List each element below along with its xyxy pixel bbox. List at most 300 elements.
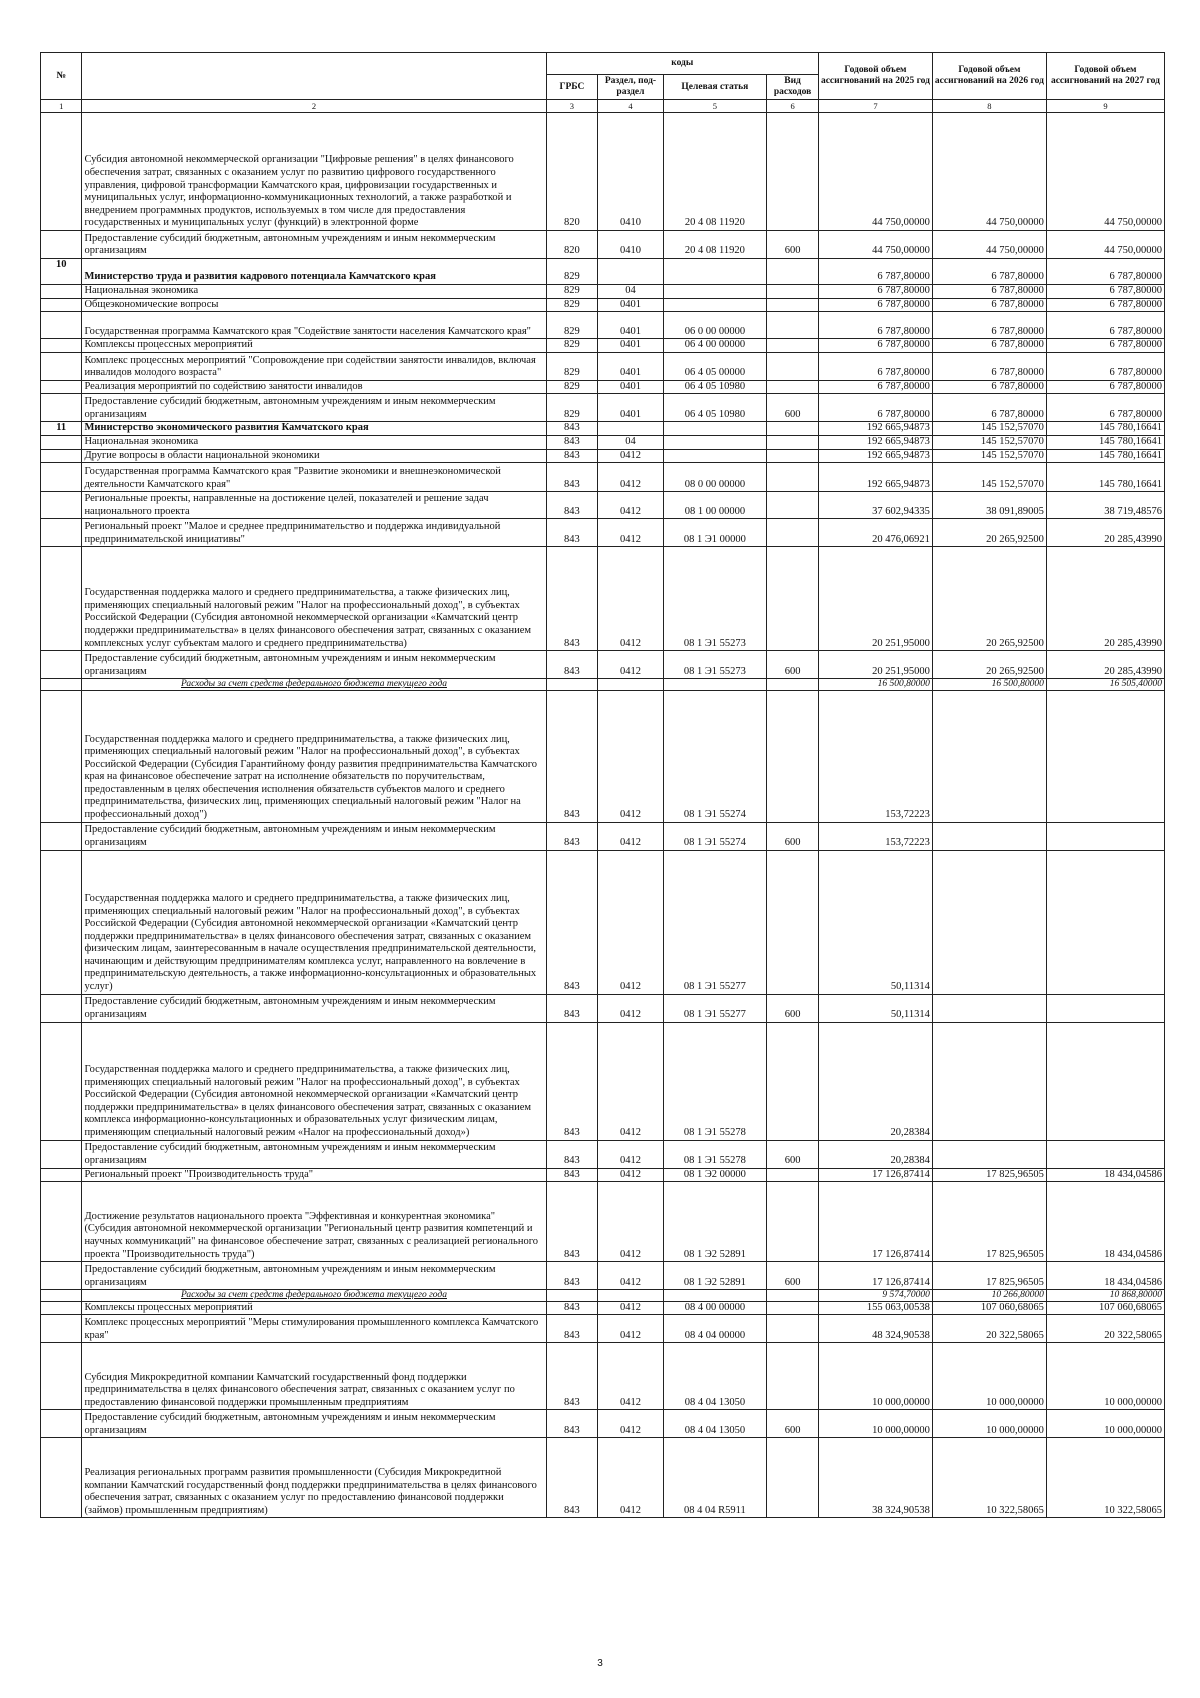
row-kind [767, 1438, 819, 1518]
budget-table [40, 52, 1165, 1518]
row-amount-2026: 6 787,80000 [932, 380, 1046, 394]
row-grbs: 843 [546, 994, 598, 1022]
row-grbs: 843 [546, 1140, 598, 1168]
row-number [41, 651, 82, 679]
row-name: Предоставление субсидий бюджетным, автономным учреждениям и иным некоммерческим организациям [82, 822, 546, 850]
row-number [41, 380, 82, 394]
row-number [41, 1410, 82, 1438]
row-amount-2027: 6 787,80000 [1046, 259, 1164, 285]
row-kind [767, 1022, 819, 1140]
row-section: 04 [598, 435, 663, 449]
row-number [41, 435, 82, 449]
row-kind [767, 1168, 819, 1182]
table-row [41, 547, 1165, 651]
row-target: 08 1 Э1 55278 [663, 1140, 767, 1168]
row-amount-2026: 6 787,80000 [932, 259, 1046, 285]
row-number [41, 1262, 82, 1290]
row-amount-2026: 6 787,80000 [932, 394, 1046, 422]
row-amount-2025: 6 787,80000 [818, 298, 932, 312]
row-amount-2026: 10 000,00000 [932, 1343, 1046, 1410]
row-name: Государственная поддержка малого и среднего предпринимательства, а также физических лиц, применяющих специальный налоговый режим "Налог на профессиональный доход", в субъектах Российской Федерации (Субсидия автономной некоммерческой организации «Камчатский центр поддержки предпринимательства» в целях финансового обеспечения затрат, связанных с оказанием комплекса информационно-консультационных и образовательных услуг физическим лицам, применяющим специальный налоговый режим «Налог на профессиональный доход») [82, 1022, 546, 1140]
row-amount-2025: 9 574,70000 [818, 1290, 932, 1302]
row-name: Комплексы процессных мероприятий [82, 339, 546, 353]
row-number [41, 231, 82, 259]
row-amount-2027: 6 787,80000 [1046, 339, 1164, 353]
row-grbs: 829 [546, 394, 598, 422]
row-amount-2026: 6 787,80000 [932, 339, 1046, 353]
row-number [41, 822, 82, 850]
row-name: Предоставление субсидий бюджетным, автономным учреждениям и иным некоммерческим организациям [82, 1262, 546, 1290]
row-number [41, 113, 82, 231]
row-amount-2025: 6 787,80000 [818, 380, 932, 394]
row-target: 06 4 05 00000 [663, 352, 767, 380]
row-amount-2027: 6 787,80000 [1046, 298, 1164, 312]
row-target: 08 1 Э1 55278 [663, 1022, 767, 1140]
row-name: Достижение результатов национального проекта "Эффективная и конкурентная экономика" (Субсидия автономной некоммерческой организации "Региональный центр развития компетенций и научных коммуникаций" на финансовое обеспечение затрат, связанных с реализацией регионального проекта "Производительность труда") [82, 1182, 546, 1262]
row-name: Государственная поддержка малого и среднего предпринимательства, а также физических лиц, применяющих специальный налоговый режим "Налог на профессиональный доход", в субъектах Российской Федерации (Субсидия автономной некоммерческой организации «Камчатский центр поддержки предпринимательства» в целях финансового обеспечения затрат, связанных с оказанием комплексных услуг субъектам малого и среднего предпринимательства) [82, 547, 546, 651]
table-row [41, 1168, 1165, 1182]
row-amount-2026 [932, 822, 1046, 850]
row-section: 0412 [598, 1315, 663, 1343]
row-number [41, 519, 82, 547]
row-name: Предоставление субсидий бюджетным, автономным учреждениям и иным некоммерческим организациям [82, 231, 546, 259]
row-grbs: 843 [546, 422, 598, 436]
colnum: 2 [82, 100, 546, 113]
row-section: 0412 [598, 1301, 663, 1315]
row-grbs: 843 [546, 463, 598, 492]
row-amount-2025: 17 126,87414 [818, 1262, 932, 1290]
row-amount-2025: 192 665,94873 [818, 463, 932, 492]
row-grbs: 843 [546, 1301, 598, 1315]
header-num: № [41, 53, 82, 100]
row-grbs: 843 [546, 651, 598, 679]
row-amount-2027: 20 285,43990 [1046, 519, 1164, 547]
row-amount-2026: 17 825,96505 [932, 1262, 1046, 1290]
row-amount-2026: 6 787,80000 [932, 312, 1046, 339]
row-kind [767, 339, 819, 353]
row-kind [767, 850, 819, 994]
row-section [598, 1290, 663, 1302]
row-amount-2026 [932, 1140, 1046, 1168]
row-number [41, 1315, 82, 1343]
row-target: 08 0 00 00000 [663, 463, 767, 492]
row-grbs: 843 [546, 547, 598, 651]
row-amount-2025: 10 000,00000 [818, 1410, 932, 1438]
row-amount-2026: 20 322,58065 [932, 1315, 1046, 1343]
row-target [663, 449, 767, 463]
row-number [41, 850, 82, 994]
row-grbs: 843 [546, 1168, 598, 1182]
row-amount-2027: 6 787,80000 [1046, 285, 1164, 299]
row-amount-2027: 20 285,43990 [1046, 547, 1164, 651]
row-grbs: 820 [546, 231, 598, 259]
row-amount-2026: 17 825,96505 [932, 1168, 1046, 1182]
row-section: 04 [598, 285, 663, 299]
row-target: 08 4 04 13050 [663, 1410, 767, 1438]
row-amount-2026: 145 152,57070 [932, 435, 1046, 449]
row-target: 06 4 05 10980 [663, 380, 767, 394]
row-section: 0412 [598, 1438, 663, 1518]
header-codes: коды [546, 53, 818, 75]
row-target: 08 1 Э1 55273 [663, 547, 767, 651]
row-name: Региональный проект "Производительность труда" [82, 1168, 546, 1182]
row-amount-2025: 10 000,00000 [818, 1343, 932, 1410]
row-grbs [546, 679, 598, 691]
header-kind: Вид расходов [767, 75, 819, 100]
table-row [41, 1022, 1165, 1140]
row-amount-2025: 192 665,94873 [818, 435, 932, 449]
row-amount-2025: 44 750,00000 [818, 231, 932, 259]
row-amount-2027: 6 787,80000 [1046, 352, 1164, 380]
row-name: Национальная экономика [82, 285, 546, 299]
colnum: 6 [767, 100, 819, 113]
row-number [41, 1168, 82, 1182]
row-grbs: 843 [546, 519, 598, 547]
table-row [41, 1262, 1165, 1290]
row-kind [767, 1290, 819, 1302]
row-section: 0412 [598, 1343, 663, 1410]
federal-funds-row [41, 679, 1165, 691]
row-target: 08 4 04 00000 [663, 1315, 767, 1343]
row-amount-2027: 10 322,58065 [1046, 1438, 1164, 1518]
row-name: Предоставление субсидий бюджетным, автономным учреждениям и иным некоммерческим организациям [82, 994, 546, 1022]
row-grbs: 829 [546, 312, 598, 339]
row-amount-2025: 48 324,90538 [818, 1315, 932, 1343]
table-row [41, 298, 1165, 312]
row-kind: 600 [767, 231, 819, 259]
row-kind [767, 435, 819, 449]
row-amount-2027: 20 285,43990 [1046, 651, 1164, 679]
table-row [41, 463, 1165, 492]
row-target: 20 4 08 11920 [663, 231, 767, 259]
row-number [41, 1182, 82, 1262]
table-row [41, 1343, 1165, 1410]
table-row [41, 651, 1165, 679]
row-amount-2025: 20,28384 [818, 1022, 932, 1140]
row-name: Комплекс процессных мероприятий "Меры стимулирования промышленного комплекса Камчатского края" [82, 1315, 546, 1343]
row-name: Региональный проект "Малое и среднее предпринимательство и поддержка индивидуальной предпринимательской инициативы" [82, 519, 546, 547]
row-amount-2027 [1046, 1140, 1164, 1168]
row-name: Министерство труда и развития кадрового потенциала Камчатского края [82, 259, 546, 285]
row-amount-2026 [932, 690, 1046, 822]
row-name: Реализация мероприятий по содействию занятости инвалидов [82, 380, 546, 394]
row-amount-2026 [932, 1022, 1046, 1140]
row-amount-2025: 16 500,80000 [818, 679, 932, 691]
row-amount-2026: 44 750,00000 [932, 113, 1046, 231]
row-target: 06 4 05 10980 [663, 394, 767, 422]
row-amount-2026: 145 152,57070 [932, 422, 1046, 436]
row-section: 0401 [598, 298, 663, 312]
table-body [41, 113, 1165, 1518]
row-target: 08 1 Э1 55273 [663, 651, 767, 679]
row-section: 0412 [598, 492, 663, 519]
row-kind: 600 [767, 394, 819, 422]
table-row [41, 994, 1165, 1022]
row-kind [767, 463, 819, 492]
row-target: 08 4 00 00000 [663, 1301, 767, 1315]
row-amount-2025: 20,28384 [818, 1140, 932, 1168]
row-kind [767, 380, 819, 394]
row-grbs: 843 [546, 1410, 598, 1438]
row-number [41, 1343, 82, 1410]
row-name: Реализация региональных программ развития промышленности (Субсидия Микрокредитной компании Камчатский государственный фонд поддержки предпринимательства в целях финансового обеспечения затрат, связанных с оказанием услуг по предоставлению финансовой поддержки (займов) промышленным предприятиям) [82, 1438, 546, 1518]
row-section: 0412 [598, 1262, 663, 1290]
row-target: 08 1 Э1 55274 [663, 690, 767, 822]
row-name: Министерство экономического развития Камчатского края [82, 422, 546, 436]
budget-sheet [40, 52, 1165, 1518]
header-2027: Годовой объем ассигнований на 2027 год [1046, 53, 1164, 100]
row-amount-2026: 20 265,92500 [932, 547, 1046, 651]
row-number [41, 298, 82, 312]
page-number: 3 [597, 1658, 603, 1669]
table-row [41, 850, 1165, 994]
row-kind [767, 1182, 819, 1262]
row-target [663, 298, 767, 312]
row-name: Расходы за счет средств федерального бюджета текущего года [82, 1290, 546, 1302]
row-number: 10 [41, 259, 82, 285]
row-kind [767, 422, 819, 436]
row-kind [767, 519, 819, 547]
row-amount-2025: 20 251,95000 [818, 547, 932, 651]
colnum: 5 [663, 100, 767, 113]
row-name: Предоставление субсидий бюджетным, автономным учреждениям и иным некоммерческим организациям [82, 1410, 546, 1438]
row-amount-2027: 145 780,16641 [1046, 422, 1164, 436]
table-row [41, 1315, 1165, 1343]
colnum: 7 [818, 100, 932, 113]
table-row [41, 1410, 1165, 1438]
row-kind: 600 [767, 1140, 819, 1168]
table-row [41, 352, 1165, 380]
row-amount-2027: 18 434,04586 [1046, 1182, 1164, 1262]
row-section: 0412 [598, 850, 663, 994]
row-kind [767, 285, 819, 299]
row-target: 08 1 Э2 52891 [663, 1182, 767, 1262]
row-amount-2026: 44 750,00000 [932, 231, 1046, 259]
row-number [41, 492, 82, 519]
row-name: Общеэкономические вопросы [82, 298, 546, 312]
row-section: 0412 [598, 463, 663, 492]
row-grbs: 843 [546, 1182, 598, 1262]
row-section: 0412 [598, 651, 663, 679]
row-kind [767, 312, 819, 339]
row-amount-2025: 6 787,80000 [818, 352, 932, 380]
row-target: 08 4 04 R5911 [663, 1438, 767, 1518]
table-row [41, 1301, 1165, 1315]
row-target [663, 422, 767, 436]
row-amount-2026: 107 060,68065 [932, 1301, 1046, 1315]
table-row [41, 822, 1165, 850]
row-target [663, 259, 767, 285]
row-name: Предоставление субсидий бюджетным, автономным учреждениям и иным некоммерческим организациям [82, 394, 546, 422]
row-amount-2027 [1046, 994, 1164, 1022]
row-section: 0412 [598, 1022, 663, 1140]
row-amount-2027: 20 322,58065 [1046, 1315, 1164, 1343]
row-amount-2026: 10 322,58065 [932, 1438, 1046, 1518]
row-amount-2025: 6 787,80000 [818, 259, 932, 285]
row-amount-2025: 37 602,94335 [818, 492, 932, 519]
table-row [41, 339, 1165, 353]
row-amount-2025: 17 126,87414 [818, 1168, 932, 1182]
row-target: 20 4 08 11920 [663, 113, 767, 231]
row-amount-2027: 107 060,68065 [1046, 1301, 1164, 1315]
row-kind [767, 259, 819, 285]
row-amount-2026: 145 152,57070 [932, 449, 1046, 463]
row-kind [767, 690, 819, 822]
row-amount-2026 [932, 994, 1046, 1022]
table-row [41, 285, 1165, 299]
row-name: Расходы за счет средств федерального бюджета текущего года [82, 679, 546, 691]
row-section: 0412 [598, 1140, 663, 1168]
row-kind: 600 [767, 994, 819, 1022]
table-row [41, 449, 1165, 463]
row-grbs: 843 [546, 822, 598, 850]
row-amount-2027: 145 780,16641 [1046, 463, 1164, 492]
row-section: 0401 [598, 394, 663, 422]
row-amount-2025: 44 750,00000 [818, 113, 932, 231]
row-name: Другие вопросы в области национальной экономики [82, 449, 546, 463]
row-number [41, 994, 82, 1022]
row-amount-2027: 145 780,16641 [1046, 449, 1164, 463]
row-kind [767, 1343, 819, 1410]
row-target: 08 1 Э1 55277 [663, 994, 767, 1022]
row-amount-2026: 17 825,96505 [932, 1182, 1046, 1262]
ministry-row [41, 422, 1165, 436]
row-target [663, 285, 767, 299]
header-name [82, 53, 546, 100]
row-number [41, 547, 82, 651]
row-amount-2025: 20 476,06921 [818, 519, 932, 547]
row-grbs: 843 [546, 1315, 598, 1343]
row-amount-2025: 17 126,87414 [818, 1182, 932, 1262]
row-amount-2027: 44 750,00000 [1046, 113, 1164, 231]
row-amount-2026: 38 091,89005 [932, 492, 1046, 519]
header-target: Целевая статья [663, 75, 767, 100]
row-target: 08 4 04 13050 [663, 1343, 767, 1410]
row-section: 0412 [598, 1168, 663, 1182]
row-kind [767, 679, 819, 691]
table-row [41, 312, 1165, 339]
row-name: Национальная экономика [82, 435, 546, 449]
row-name: Предоставление субсидий бюджетным, автономным учреждениям и иным некоммерческим организациям [82, 651, 546, 679]
row-amount-2025: 50,11314 [818, 850, 932, 994]
row-amount-2027: 10 000,00000 [1046, 1343, 1164, 1410]
row-grbs: 829 [546, 380, 598, 394]
row-amount-2026: 6 787,80000 [932, 352, 1046, 380]
row-section: 0410 [598, 231, 663, 259]
table-row [41, 435, 1165, 449]
row-amount-2027: 38 719,48576 [1046, 492, 1164, 519]
colnum: 8 [932, 100, 1046, 113]
row-section: 0412 [598, 822, 663, 850]
row-number [41, 352, 82, 380]
row-amount-2025: 192 665,94873 [818, 449, 932, 463]
row-section: 0412 [598, 690, 663, 822]
row-target: 08 1 Э1 55274 [663, 822, 767, 850]
row-target: 08 1 Э1 00000 [663, 519, 767, 547]
row-number [41, 690, 82, 822]
row-amount-2025: 6 787,80000 [818, 394, 932, 422]
row-target: 08 1 00 00000 [663, 492, 767, 519]
row-number [41, 463, 82, 492]
row-amount-2025: 155 063,00538 [818, 1301, 932, 1315]
row-grbs: 820 [546, 113, 598, 231]
row-name: Комплексы процессных мероприятий [82, 1301, 546, 1315]
row-name: Предоставление субсидий бюджетным, автономным учреждениям и иным некоммерческим организациям [82, 1140, 546, 1168]
row-section: 0401 [598, 339, 663, 353]
row-target: 06 4 00 00000 [663, 339, 767, 353]
table-row [41, 113, 1165, 231]
row-target: 08 1 Э1 55277 [663, 850, 767, 994]
row-section: 0412 [598, 519, 663, 547]
row-kind: 600 [767, 651, 819, 679]
table-row [41, 1438, 1165, 1518]
row-amount-2026: 10 266,80000 [932, 1290, 1046, 1302]
row-amount-2026: 6 787,80000 [932, 285, 1046, 299]
row-target [663, 435, 767, 449]
row-grbs: 843 [546, 1343, 598, 1410]
header-section: Раздел, под-раздел [598, 75, 663, 100]
row-section: 0412 [598, 1182, 663, 1262]
row-amount-2025: 153,72223 [818, 690, 932, 822]
row-grbs: 843 [546, 435, 598, 449]
row-grbs: 829 [546, 352, 598, 380]
row-grbs: 843 [546, 449, 598, 463]
row-amount-2027 [1046, 850, 1164, 994]
row-amount-2025: 192 665,94873 [818, 422, 932, 436]
row-amount-2027: 6 787,80000 [1046, 312, 1164, 339]
row-name: Государственная программа Камчатского края "Содействие занятости населения Камчатского края" [82, 312, 546, 339]
colnum: 9 [1046, 100, 1164, 113]
row-kind [767, 298, 819, 312]
ministry-row [41, 259, 1165, 285]
row-number: 11 [41, 422, 82, 436]
row-grbs: 829 [546, 259, 598, 285]
row-amount-2026: 20 265,92500 [932, 651, 1046, 679]
row-kind [767, 492, 819, 519]
row-section [598, 679, 663, 691]
federal-funds-row [41, 1290, 1165, 1302]
row-section: 0412 [598, 547, 663, 651]
row-grbs: 843 [546, 1438, 598, 1518]
row-section: 0410 [598, 113, 663, 231]
row-kind: 600 [767, 822, 819, 850]
row-target: 06 0 00 00000 [663, 312, 767, 339]
row-amount-2025: 153,72223 [818, 822, 932, 850]
row-kind [767, 1301, 819, 1315]
row-number [41, 679, 82, 691]
row-grbs: 829 [546, 339, 598, 353]
row-number [41, 394, 82, 422]
header-grbs: ГРБС [546, 75, 598, 100]
row-amount-2025: 38 324,90538 [818, 1438, 932, 1518]
row-amount-2027: 145 780,16641 [1046, 435, 1164, 449]
row-grbs: 843 [546, 492, 598, 519]
row-section [598, 422, 663, 436]
table-row [41, 492, 1165, 519]
row-grbs: 843 [546, 1262, 598, 1290]
table-row [41, 1182, 1165, 1262]
table-header [41, 53, 1165, 113]
row-amount-2025: 50,11314 [818, 994, 932, 1022]
row-amount-2025: 6 787,80000 [818, 285, 932, 299]
row-amount-2027: 16 505,40000 [1046, 679, 1164, 691]
row-section: 0401 [598, 352, 663, 380]
row-target [663, 1290, 767, 1302]
row-name: Государственная поддержка малого и среднего предпринимательства, а также физических лиц, применяющих специальный налоговый режим "Налог на профессиональный доход", в субъектах Российской Федерации (Субсидия автономной некоммерческой организации «Камчатский центр поддержки предпринимательства» в целях финансового обеспечения затрат, связанных с оказанием физическим лицам, заинтересованным в начале осуществления предпринимательской деятельности, начинающим и действующим предпринимателям комплекса услуг, направленного на вовлечение в предпринимательскую деятельность, а также информационно-консультационных и образовательных услуг) [82, 850, 546, 994]
row-amount-2027 [1046, 690, 1164, 822]
row-section: 0401 [598, 312, 663, 339]
row-amount-2025: 20 251,95000 [818, 651, 932, 679]
